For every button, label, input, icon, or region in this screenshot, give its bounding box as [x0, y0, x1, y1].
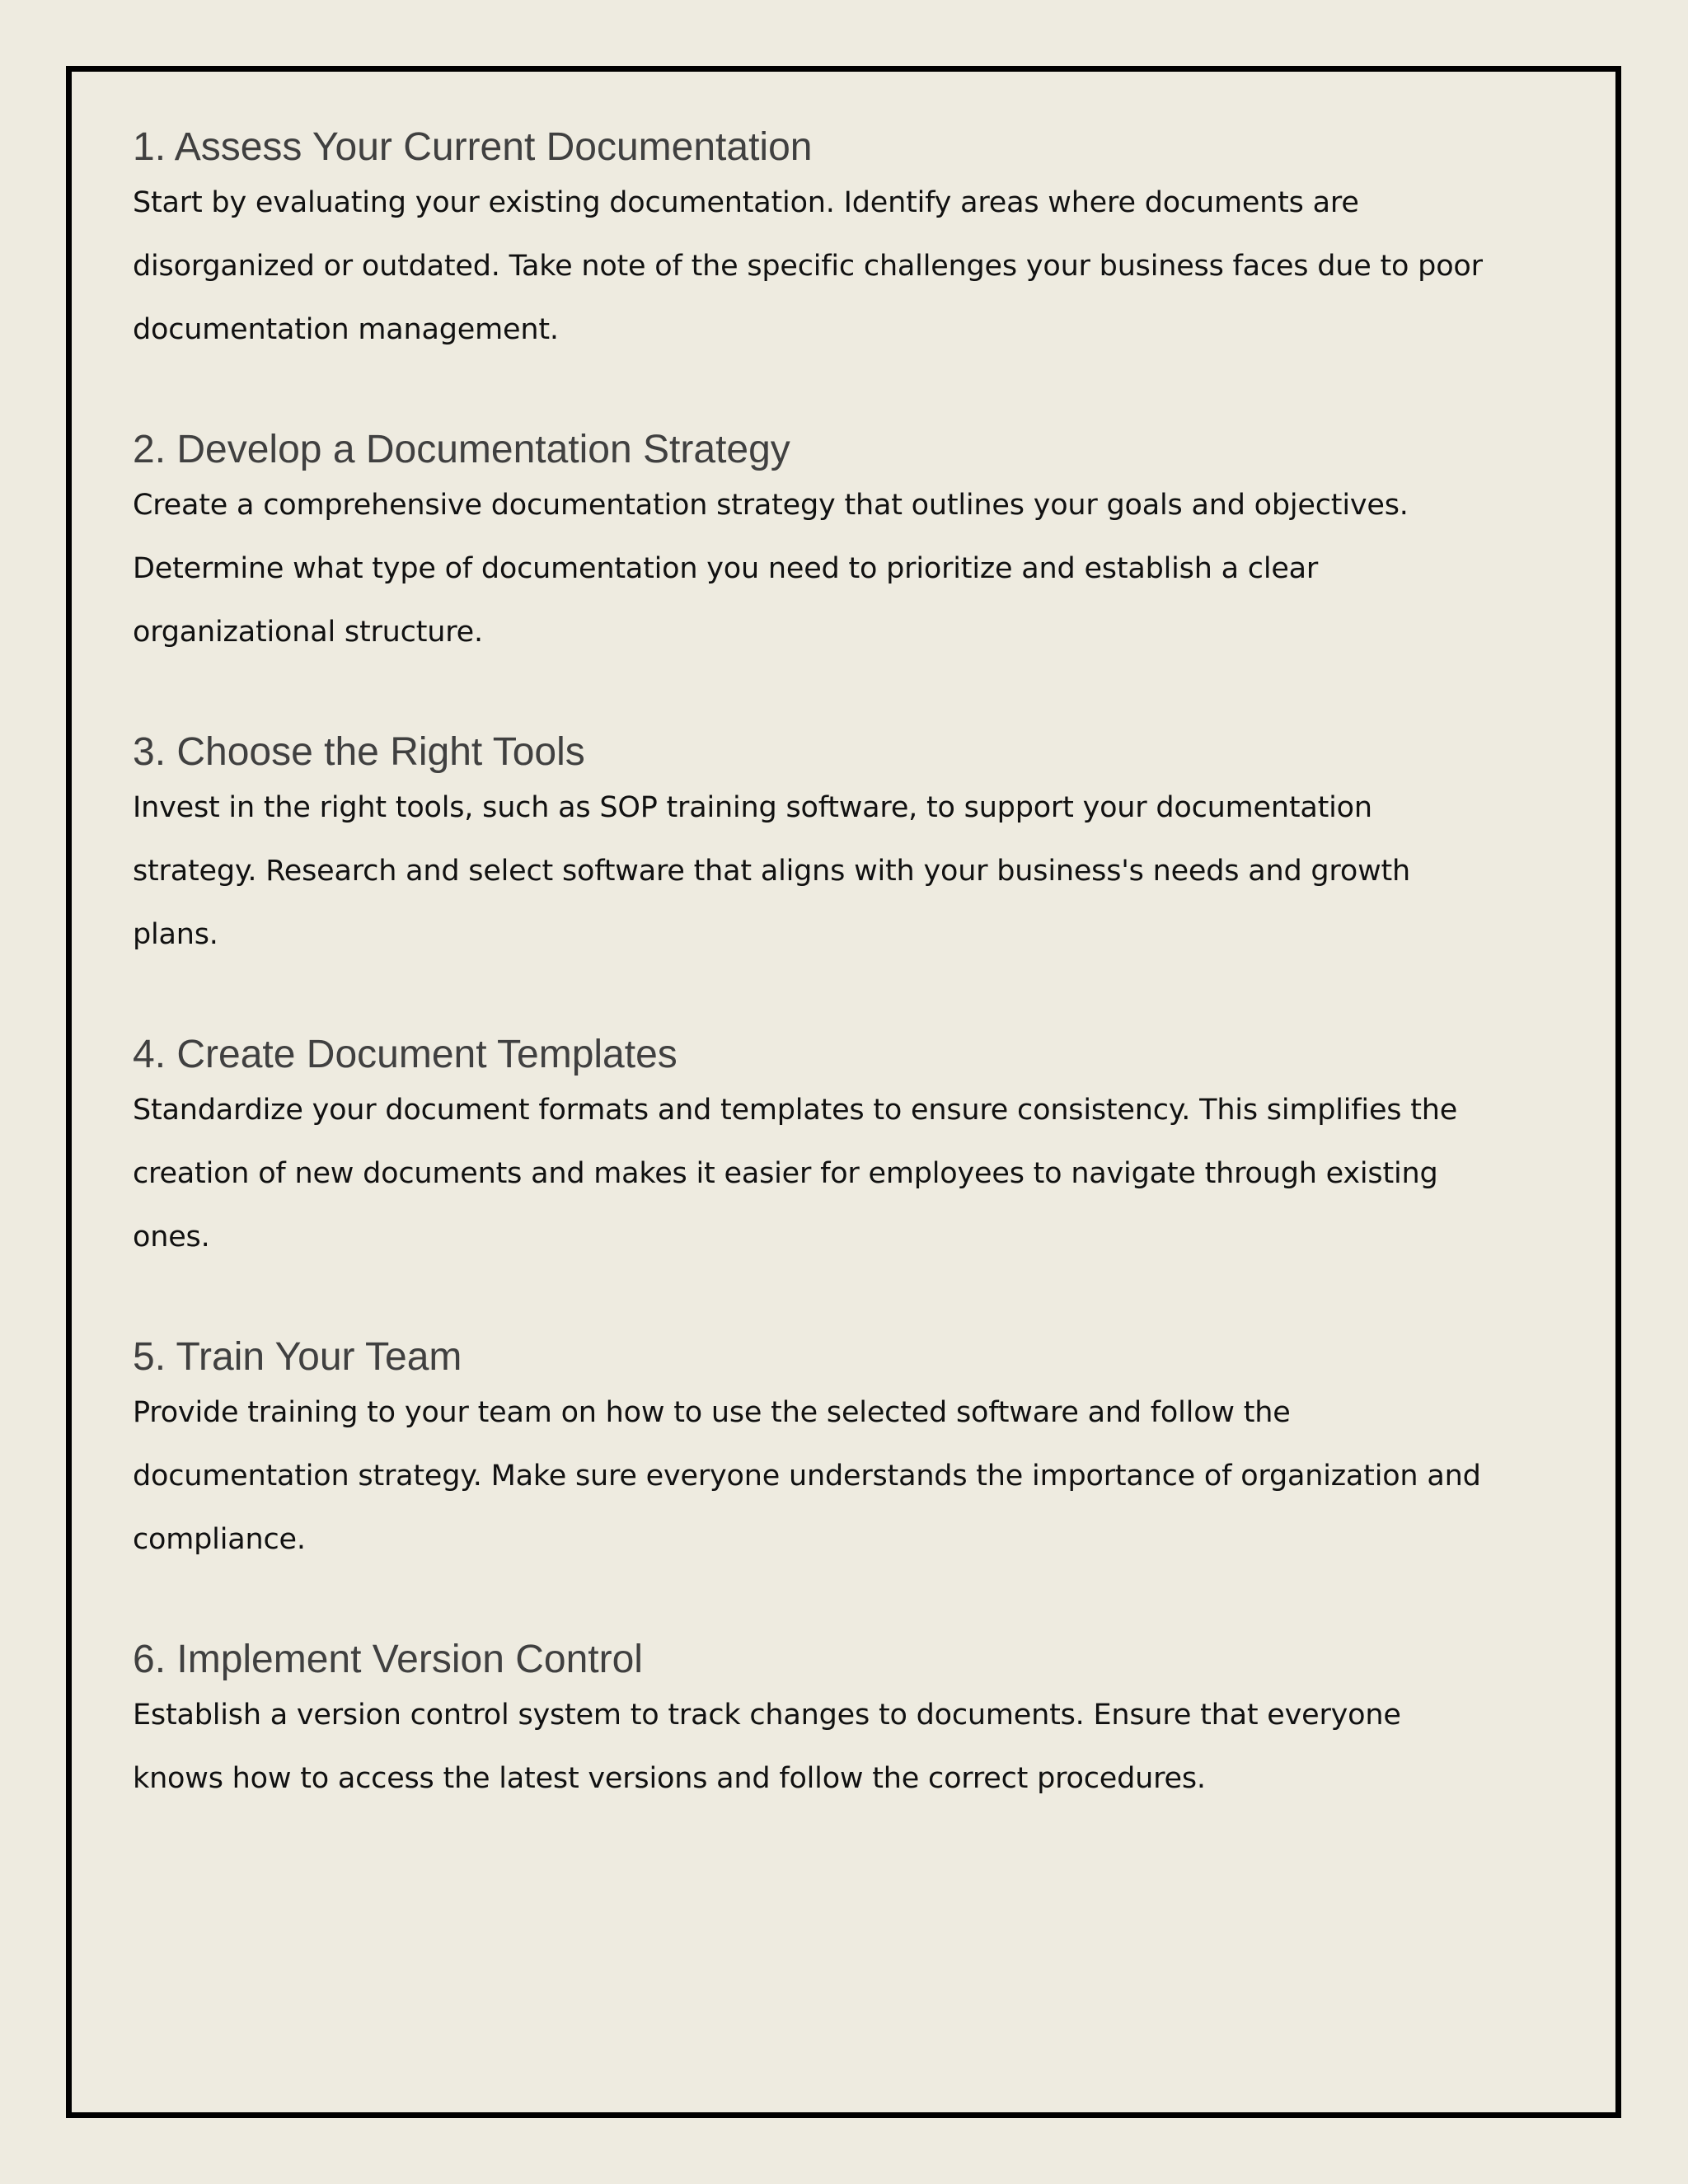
section-document-templates: [133, 1031, 1493, 1269]
section-heading: 4. Create Document Templates: [133, 1033, 678, 1076]
section-choose-tools: [133, 729, 1493, 967]
section-heading: 3. Choose the Right Tools: [133, 730, 585, 774]
section-heading: 2. Develop a Documentation Strategy: [133, 428, 790, 471]
section-documentation-strategy: [133, 426, 1493, 664]
section-assess-documentation: [133, 124, 1493, 362]
section-heading: 6. Implement Version Control: [133, 1638, 643, 1681]
section-body: Create a comprehensive documentation strategy that outlines your goals and objectives. Determine what type of documentation you need to prioritize and establish a clear organizational structure.: [133, 489, 1409, 649]
section-body: Start by evaluating your existing documentation. Identify areas where documents are disorganized or outdated. Take note of the specific challenges your business faces due to poor documentation management.: [133, 186, 1483, 346]
section-body: Standardize your document formats and templates to ensure consistency. This simplifies the creation of new documents and makes it easier for employees to navigate through existing ones.: [133, 1094, 1458, 1254]
section-body: Provide training to your team on how to use the selected software and follow the documentation strategy. Make sure everyone understands the importance of organization and compliance.: [133, 1396, 1481, 1556]
section-heading: 1. Assess Your Current Documentation: [133, 125, 813, 169]
section-heading: 5. Train Your Team: [133, 1335, 462, 1379]
section-body: Invest in the right tools, such as SOP training software, to support your documentation strategy. Research and select software that aligns with your business's needs and growth plans.: [133, 791, 1411, 951]
section-train-team: [133, 1333, 1493, 1572]
document-content: [133, 124, 1493, 1875]
section-body: Establish a version control system to track changes to documents. Ensure that everyone knows how to access the latest versions and follow the correct procedures.: [133, 1699, 1401, 1795]
section-version-control: [133, 1636, 1493, 1811]
